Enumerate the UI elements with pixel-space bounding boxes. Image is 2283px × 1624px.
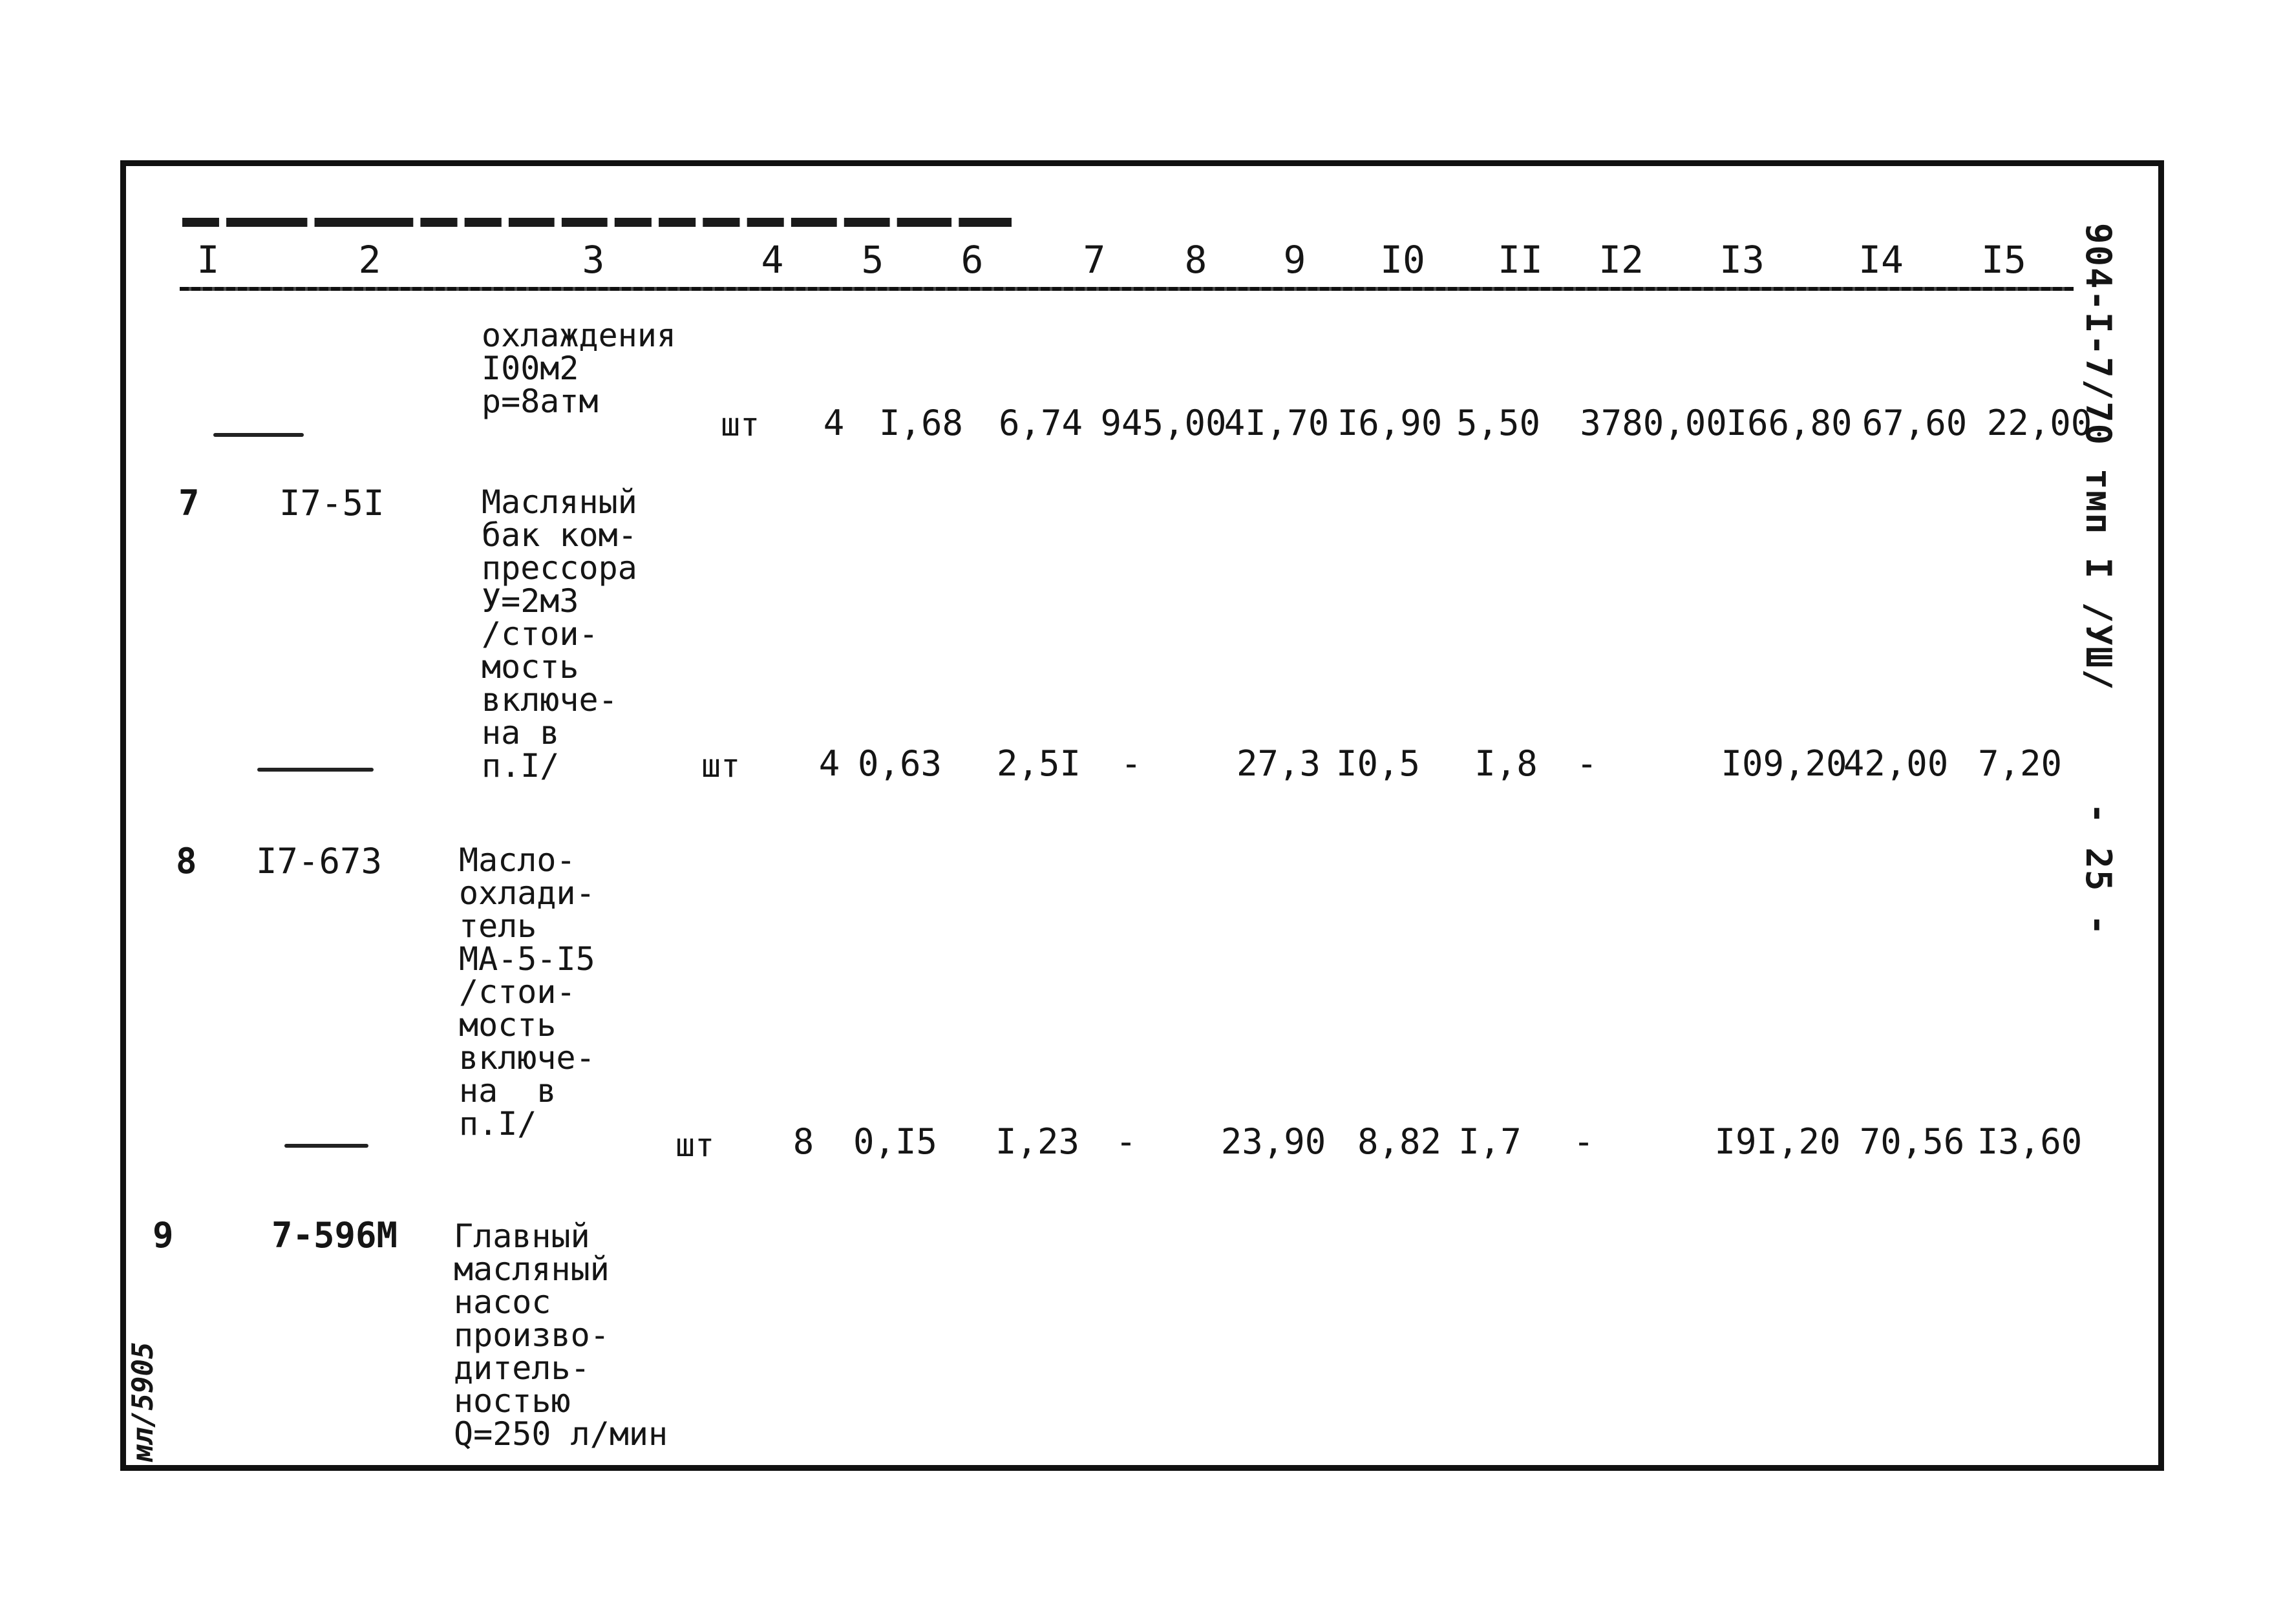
continued-row-col-5: 4 (823, 403, 845, 443)
ditto-mark (213, 433, 304, 437)
row-7-unit: шт (701, 747, 741, 785)
archive-stamp: мл/5905 (127, 1342, 160, 1462)
row-8-code: I7-673 (256, 841, 383, 881)
header-dash-marks: ▀▀▀▀ ▀▀▀▀▀▀▀▀▀ ▀▀▀▀▀▀▀▀▀▀▀ ▀▀▀▀ ▀▀▀▀ ▀▀▀▀▀ ▀▀▀▀▀ ▀▀▀▀ ▀▀▀▀ ▀▀▀▀ ▀▀▀▀ ▀▀▀▀▀ ▀▀▀▀▀ ▀▀▀▀▀▀ ▀▀▀▀▀▀ (182, 218, 1012, 231)
row-8-col-7: I,23 (995, 1121, 1080, 1162)
continued-row-col-13: I66,80 (1726, 403, 1853, 443)
continued-row-description: охлаждения I00м2 р=8атм (482, 317, 677, 420)
column-header-15: I5 (1981, 238, 2026, 282)
header-rule (180, 287, 2074, 291)
column-header-11: II (1498, 238, 1543, 282)
row-9-number: 9 (153, 1215, 174, 1256)
row-7-col-11: I,8 (1474, 743, 1538, 784)
row-9-code: 7-596М (271, 1215, 398, 1256)
column-header-7: 7 (1083, 238, 1106, 282)
column-header-5: 5 (861, 238, 884, 282)
column-header-1: I (196, 238, 220, 282)
table-frame (120, 160, 2164, 1471)
row-7-col-12: - (1576, 743, 1598, 784)
row-7-description: Масляный бак ком- прессора У=2м3 /стои- мость включе- на в п.I/ (482, 483, 637, 785)
continued-row-col-7: 6,74 (998, 403, 1083, 443)
column-header-14: I4 (1858, 238, 1904, 282)
column-header-2: 2 (358, 238, 381, 282)
row-7-col-10: I0,5 (1335, 743, 1421, 784)
continued-row-col-14: 67,60 (1862, 403, 1968, 443)
row-8-col-9: 23,90 (1220, 1121, 1326, 1162)
row-8-unit: шт (675, 1126, 715, 1164)
column-header-8: 8 (1184, 238, 1207, 282)
ditto-mark (284, 1144, 368, 1148)
continued-row-col-15: 22,00 (1986, 403, 2092, 443)
continued-row-col-11: 5,50 (1456, 403, 1541, 443)
row-7-col-15: 7,20 (1977, 743, 2063, 784)
column-header-13: I3 (1719, 238, 1765, 282)
row-7-code: I7-5I (279, 483, 385, 523)
row-7-col-5: 4 (818, 743, 840, 784)
continued-row-col-8: 945,00 (1100, 403, 1227, 443)
row-8-number: 8 (176, 841, 197, 881)
sheet-code-vertical (2078, 223, 2119, 936)
continued-row-col-9: 4I,70 (1224, 403, 1330, 443)
row-8-description: Масло- охлади- тель МА-5-I5 /стои- мость включе- на в п.I/ (459, 841, 595, 1143)
row-8-col-10: 8,82 (1357, 1121, 1442, 1162)
sheet-code: 904-I-7/70 тмп I /УШ/ (2078, 223, 2119, 691)
column-header-9: 9 (1283, 238, 1306, 282)
row-7-col-7: 2,5I (996, 743, 1081, 784)
row-8-col-8: - (1115, 1121, 1137, 1162)
column-header-4: 4 (761, 238, 784, 282)
continued-row-col-12: 3780,00 (1580, 403, 1727, 443)
row-8-col-13: I9I,20 (1714, 1121, 1841, 1162)
ditto-mark (257, 768, 374, 772)
page-number: - 25 - (2078, 803, 2119, 937)
continued-row-col-6: I,68 (878, 403, 964, 443)
row-8-col-15: I3,60 (1977, 1121, 2083, 1162)
row-7-col-14: 42,00 (1843, 743, 1949, 784)
column-header-12: I2 (1598, 238, 1644, 282)
continued-row-col-10: I6,90 (1337, 403, 1443, 443)
continued-row-unit: шт (721, 406, 760, 443)
row-8-col-11: I,7 (1458, 1121, 1522, 1162)
row-9-description: Главный масляный насос произво- дитель- ностью Q=250 л/мин (454, 1218, 668, 1453)
row-7-col-13: I09,20 (1721, 743, 1847, 784)
row-8-col-12: - (1573, 1121, 1595, 1162)
row-7-number: 7 (178, 483, 200, 523)
row-7-col-6: 0,63 (857, 743, 942, 784)
row-8-col-6: 0,I5 (853, 1121, 938, 1162)
row-8-col-14: 70,56 (1859, 1121, 1965, 1162)
row-7-col-9: 27,3 (1236, 743, 1321, 784)
column-header-6: 6 (961, 238, 984, 282)
column-header-3: 3 (582, 238, 605, 282)
column-header-10: I0 (1380, 238, 1425, 282)
row-7-col-8: - (1120, 743, 1142, 784)
row-8-col-5: 8 (792, 1121, 814, 1162)
